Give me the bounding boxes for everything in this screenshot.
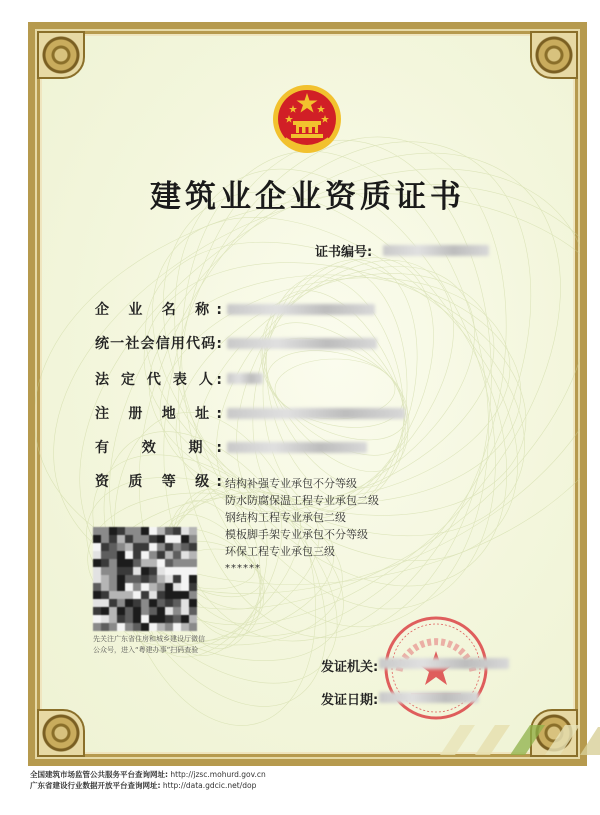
issuer-label: 发证机关: bbox=[321, 660, 379, 675]
qualification-item: 钢结构工程专业承包二级 bbox=[225, 511, 346, 524]
address-label: 注 册 地 址: bbox=[95, 406, 223, 422]
corner-ornament-top-left bbox=[37, 31, 85, 79]
issuer-redacted bbox=[379, 658, 509, 669]
corner-ornament-bottom-left bbox=[37, 709, 85, 757]
issue-date-label: 发证日期: bbox=[321, 693, 379, 708]
company-name-redacted bbox=[227, 304, 375, 315]
certificate-paper bbox=[28, 22, 587, 766]
qualification-item: 环保工程专业承包三级 bbox=[225, 545, 335, 558]
address-redacted bbox=[227, 408, 405, 419]
footer-line-2 bbox=[30, 780, 266, 791]
watermark-stripes bbox=[420, 705, 600, 755]
national-emblem-icon bbox=[271, 83, 343, 155]
credit-code-label: 统一社会信用代码: bbox=[95, 336, 223, 352]
footer-line-1 bbox=[30, 769, 266, 780]
qualification-label: 资 质 等 级: bbox=[95, 474, 223, 490]
qualification-item: 防水防腐保温工程专业承包二级 bbox=[225, 494, 379, 507]
cert-number-label: 证书编号: bbox=[315, 245, 373, 260]
corner-ornament-top-right bbox=[530, 31, 578, 79]
cert-number-redacted bbox=[383, 245, 489, 256]
qualification-item: 结构补强专业承包不分等级 bbox=[225, 477, 357, 490]
qr-code bbox=[93, 527, 197, 631]
footer-line-1-url[interactable]: http://jzsc.mohurd.gov.cn bbox=[170, 770, 266, 779]
credit-code-redacted bbox=[227, 338, 377, 349]
legal-rep-label: 法 定 代 表 人: bbox=[95, 372, 223, 388]
validity-label: 有 效 期: bbox=[95, 440, 223, 456]
certificate-title: 建筑业企业资质证书 bbox=[150, 179, 465, 215]
legal-rep-redacted bbox=[227, 373, 263, 384]
footer-line-2-label: 广东省建设行业数据开放平台查询网址: bbox=[30, 781, 161, 790]
qualification-item: 模板脚手架专业承包不分等级 bbox=[225, 528, 368, 541]
company-name-label: 企 业 名 称: bbox=[95, 302, 223, 318]
footer-line-2-url[interactable]: http://data.gdcic.net/dop bbox=[162, 781, 257, 790]
footer bbox=[30, 769, 266, 791]
qr-caption: 先关注广东省住房和城乡建设厅微信公众号，进入“粤建办事”扫码查验 bbox=[93, 635, 205, 654]
issue-date-redacted bbox=[379, 692, 479, 703]
footer-line-1-label: 全国建筑市场监管公共服务平台查询网址: bbox=[30, 770, 168, 779]
validity-redacted bbox=[227, 442, 367, 453]
qualification-list bbox=[225, 475, 379, 577]
qualification-end-marker: ****** bbox=[225, 563, 261, 574]
